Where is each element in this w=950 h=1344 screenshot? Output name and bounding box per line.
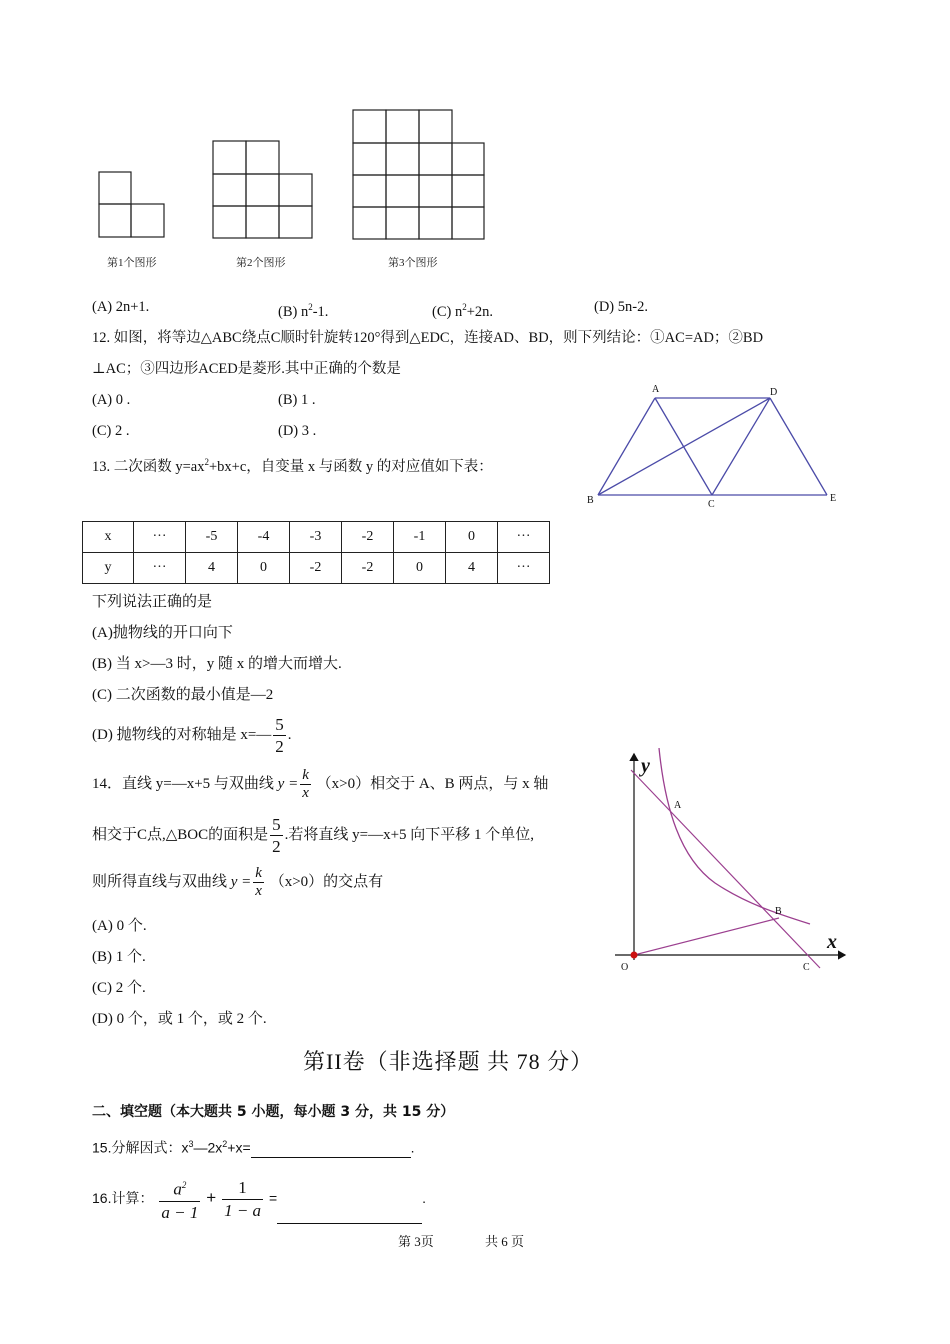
q16-answer-blank[interactable] bbox=[277, 1193, 422, 1224]
q11-option-d: (D) 5n-2. bbox=[594, 299, 648, 315]
q11-option-b: (B) $n^2-1$. bbox=[278, 302, 329, 320]
table-cell: -5 bbox=[186, 522, 238, 553]
figure-1-caption: 第1个图形 bbox=[107, 257, 157, 269]
part2-title: 第II卷（非选择题 共 78 分） bbox=[303, 1049, 594, 1074]
q14-option-c: (C) 2 个. bbox=[92, 980, 146, 996]
section-fill-in-title: 二、填空题（本大题共 5 小题，每小题 3 分，共 15 分） bbox=[92, 1104, 455, 1120]
q12-option-a: (A) 0 . bbox=[92, 392, 131, 408]
edge-de bbox=[770, 398, 827, 495]
q11-option-a: (A) 2n+1. bbox=[92, 299, 150, 315]
label-c: C bbox=[803, 962, 810, 973]
hyperbola-curve bbox=[659, 748, 810, 924]
q12-stem-line2: ⊥AC；③四边形ACED是菱形.其中正确的个数是 bbox=[92, 361, 401, 377]
label-b: B bbox=[587, 495, 594, 506]
fraction-five-halves: $\frac{5}{2}$ bbox=[275, 715, 284, 757]
q16-line: 16.计算： $\frac{a^2}{a - 1}$ + $\frac{1}{1 - a}$ = . bbox=[92, 1172, 426, 1224]
q12-option-d: (D) 3 . bbox=[278, 423, 317, 439]
axis-label-x: x bbox=[827, 931, 837, 953]
label-a: A bbox=[652, 384, 660, 395]
q13-option-b: (B) 当 x>—3 时，y 随 x 的增大而增大. bbox=[92, 656, 342, 672]
table-cell: ··· bbox=[498, 553, 550, 584]
table-cell: x bbox=[83, 522, 134, 553]
figure-3-caption: 第3个图形 bbox=[388, 257, 438, 269]
table-cell: ··· bbox=[134, 522, 186, 553]
q13-option-c: (C) 二次函数的最小值是—2 bbox=[92, 687, 274, 703]
q14-function-graph bbox=[605, 748, 855, 980]
q12-option-c: (C) 2 . bbox=[92, 423, 130, 439]
table-cell: ··· bbox=[134, 553, 186, 584]
table-cell: 0 bbox=[394, 553, 446, 584]
origin-dot bbox=[631, 952, 638, 959]
figure-2-caption: 第2个图形 bbox=[236, 257, 286, 269]
table-cell: -1 bbox=[394, 522, 446, 553]
table-cell: 0 bbox=[238, 553, 290, 584]
q14-option-a: (A) 0 个. bbox=[92, 918, 147, 934]
label-o: O bbox=[621, 962, 629, 973]
q13-option-d: (D) 抛物线的对称轴是 x=— $\frac{5}{2}$ . bbox=[92, 715, 292, 757]
table-row-y bbox=[83, 553, 550, 584]
fraction-area: $\frac{5}{2}$ bbox=[272, 815, 281, 857]
q14-option-d: (D) 0 个，或 1 个，或 2 个. bbox=[92, 1011, 267, 1027]
label-b: B bbox=[775, 906, 782, 917]
fraction-1-over-1-minus-a: $\frac{1}{1 - a}$ bbox=[224, 1177, 262, 1220]
table-cell: ··· bbox=[498, 522, 550, 553]
label-c: C bbox=[708, 499, 715, 510]
fraction-k-over-x-2: $\frac{k}{x}$ bbox=[255, 865, 262, 900]
fraction-a2-over-a-minus-1: $\frac{a^2}{a - 1}$ bbox=[159, 1174, 200, 1224]
table-cell: -2 bbox=[342, 553, 394, 584]
q14-stem-line3: 则所得直线与双曲线 y = $\frac{k}{x}$ （x>0）的交点有 bbox=[92, 865, 384, 900]
label-a: A bbox=[674, 800, 682, 811]
edge-ab bbox=[598, 398, 655, 495]
table-cell: -4 bbox=[238, 522, 290, 553]
footer-total-pages: 共 6 页 bbox=[485, 1234, 525, 1249]
line-y-eq-neg-x-plus-5 bbox=[631, 770, 820, 968]
q14-stem-line1: 14．直线 y=—x+5 与双曲线 y = $\frac{k}{x}$ （x>0）相交于 A、B 两点，与 x 轴 bbox=[92, 767, 549, 802]
edge-dc bbox=[712, 398, 770, 495]
q13-stem: 13. 二次函数 $y=ax^2+bx+c$，自变量 x 与函数 y 的对应值如下表： bbox=[92, 457, 493, 475]
figure-3 bbox=[353, 110, 484, 239]
table-cell: 4 bbox=[186, 553, 238, 584]
table-cell: 0 bbox=[446, 522, 498, 553]
label-e: E bbox=[830, 493, 837, 504]
figure-1 bbox=[99, 172, 164, 237]
edge-bd bbox=[598, 398, 770, 495]
figure-2 bbox=[213, 141, 312, 238]
label-d: D bbox=[770, 387, 778, 398]
table-cell: -2 bbox=[342, 522, 394, 553]
q12-rhombus-figure bbox=[580, 380, 850, 512]
table-cell: y bbox=[83, 553, 134, 584]
table-cell: 4 bbox=[446, 553, 498, 584]
q11-option-c: (C) $n^2+2n$. bbox=[432, 302, 494, 320]
q12-option-b: (B) 1 . bbox=[278, 392, 316, 408]
q13-value-table bbox=[82, 521, 550, 584]
q12-stem-line1: 12. 如图，将等边△ABC绕点C顺时针旋转120°得到△EDC，连接AD、BD，则下列结论：①AC=AD；②BD bbox=[92, 330, 764, 346]
q14-option-b: (B) 1 个. bbox=[92, 949, 146, 965]
grid-figures bbox=[90, 100, 510, 280]
fraction-k-over-x: $\frac{k}{x}$ bbox=[302, 767, 309, 802]
table-cell: -3 bbox=[290, 522, 342, 553]
q14-stem-line2: 相交于C点,△BOC的面积是 $\frac{5}{2}$ .若将直线 y=—x+5 向下平移 1 个单位, bbox=[92, 815, 535, 857]
q15-answer-blank[interactable] bbox=[251, 1141, 411, 1158]
q13-option-a: (A)抛物线的开口向下 bbox=[92, 625, 233, 641]
axis-label-y: y bbox=[641, 755, 650, 777]
q13-prompt: 下列说法正确的是 bbox=[92, 594, 213, 610]
footer-page-number: 第 3页 bbox=[398, 1234, 434, 1249]
segment-ob bbox=[634, 918, 779, 955]
table-row-x bbox=[83, 522, 550, 553]
table-cell: -2 bbox=[290, 553, 342, 584]
q15-line: 15.分解因式：$x^3—2x^2+x=$ . bbox=[92, 1139, 415, 1156]
